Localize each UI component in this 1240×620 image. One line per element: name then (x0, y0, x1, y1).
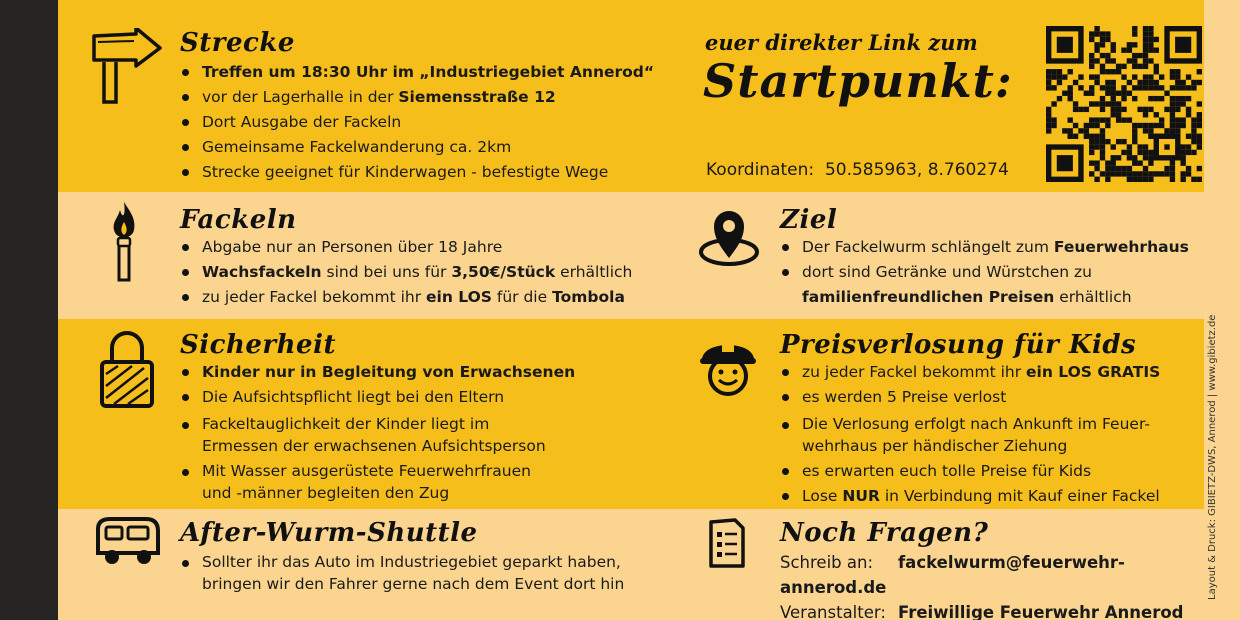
bus-icon (92, 515, 164, 567)
list-item: Mit Wasser ausgerüstete Feuerwehrfrauen und -männer begleiten den Zug (180, 460, 680, 504)
organizer-value: Freiwillige Feuerwehr Annerod (898, 603, 1184, 620)
list-item: Kinder nur in Begleitung von Erwachsenen (180, 360, 680, 385)
contact-email-link[interactable]: fackelwurm@feuerwehr-annerod.de (780, 553, 1125, 597)
list-item: vor der Lagerhalle in der Siemensstraße 12 (180, 85, 680, 110)
list-item: Die Aufsichtspflicht liegt bei den Eltern (180, 385, 680, 410)
preis-title: Preisverlosung für Kids (780, 330, 1137, 360)
fackeln-title: Fackeln (180, 205, 297, 235)
section-shuttle (180, 518, 680, 597)
list-item: Die Verlosung erfolgt nach Ankunft im Feuer- wehrhaus per händischer Ziehung (780, 413, 1200, 457)
ziel-title: Ziel (780, 205, 838, 235)
strecke-title: Strecke (180, 28, 295, 58)
startpunkt-heading: Startpunkt: (703, 54, 1013, 108)
firefighter-kid-icon (696, 330, 760, 398)
list-item: es werden 5 Preise verlost (780, 385, 1200, 410)
section-ziel (780, 205, 1200, 310)
list-item: Lose NUR in Verbindung mit Kauf einer Fackel (780, 484, 1200, 509)
list-item: dort sind Getränke und Würstchen zu familienfreundlichen Preisen erhältlich (780, 260, 1200, 310)
fragen-title: Noch Fragen? (780, 518, 989, 548)
list-item: Fackeltauglichkeit der Kinder liegt im Ermessen der erwachsenen Aufsichtsperson (180, 413, 680, 457)
checklist-icon (707, 516, 747, 570)
list-item: es erwarten euch tolle Preise für Kids (780, 459, 1200, 484)
coordinates-label: Koordinaten: (706, 160, 815, 180)
contact-email-label: Schreib an: (780, 553, 874, 572)
coordinates (706, 160, 1009, 180)
section-noch-fragen (780, 518, 1204, 620)
qr-code[interactable] (1046, 26, 1202, 182)
section-fackeln (180, 205, 680, 310)
left-sidebar-bar (0, 0, 58, 620)
organizer-label: Veranstalter: (780, 603, 886, 620)
list-item: Dort Ausgabe der Fackeln (180, 110, 680, 135)
contact-email-row (780, 550, 1204, 600)
torch-icon (104, 200, 144, 284)
coordinates-value: 50.585963, 8.760274 (824, 160, 1009, 180)
shuttle-title: After-Wurm-Shuttle (180, 518, 478, 548)
list-item: Treffen um 18:30 Uhr im „Industriegebiet Annerod“ (180, 60, 680, 85)
organizer-row (780, 600, 1204, 620)
padlock-icon (98, 330, 156, 410)
section-sicherheit (180, 330, 680, 506)
sicherheit-title: Sicherheit (180, 330, 336, 360)
list-item: zu jeder Fackel bekommt ihr ein LOS GRATIS (780, 360, 1200, 385)
startpunkt-lead: euer direkter Link zum (705, 30, 978, 55)
location-pin-icon (696, 206, 762, 268)
list-item: Strecke geeignet für Kinderwagen - befestigte Wege (180, 160, 680, 185)
section-strecke (180, 28, 680, 185)
list-item: zu jeder Fackel bekommt ihr ein LOS für die Tombola (180, 285, 680, 310)
list-item: Sollter ihr das Auto im Industriegebiet geparkt haben, bringen wir den Fahrer gerne nach dem Event dort hin (180, 551, 680, 595)
list-item: Der Fackelwurm schlängelt zum Feuerwehrhaus (780, 235, 1200, 260)
section-preisverlosung (780, 330, 1200, 509)
list-item: Wachsfackeln sind bei uns für 3,50€/Stück erhältlich (180, 260, 680, 285)
print-credit: Layout & Druck: GIBIETZ-DWS, Annerod | www.gibietz.de (1207, 314, 1218, 600)
list-item: Gemeinsame Fackelwanderung ca. 2km (180, 135, 680, 160)
list-item: Abgabe nur an Personen über 18 Jahre (180, 235, 680, 260)
signpost-icon (88, 28, 162, 106)
